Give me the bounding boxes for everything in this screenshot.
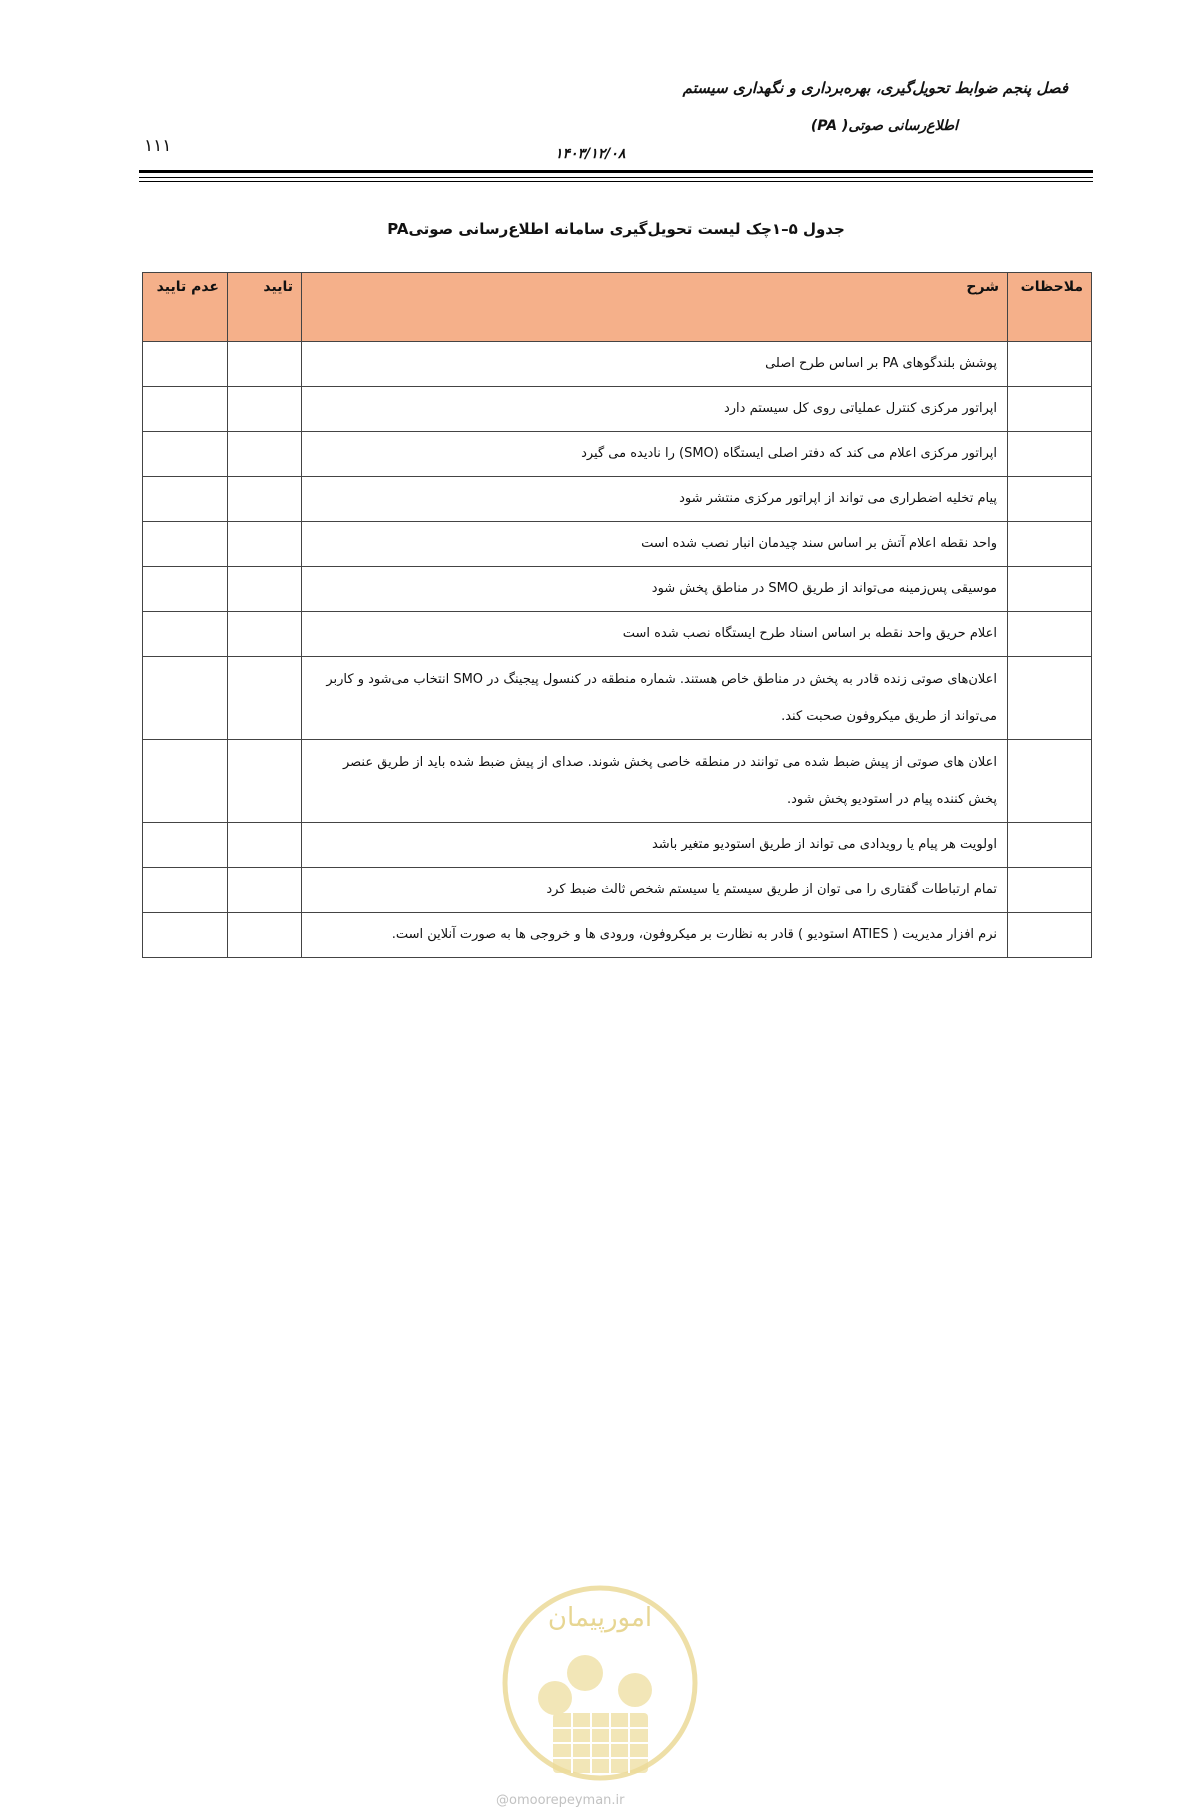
not-approved-cell[interactable]	[143, 913, 228, 958]
table-row	[143, 740, 1092, 823]
table-row	[143, 342, 1092, 387]
remarks-cell[interactable]	[1008, 342, 1092, 387]
remarks-cell[interactable]	[1008, 522, 1092, 567]
description-cell: تمام ارتباطات گفتاری را می توان از طریق سیستم یا سیستم شخص ثالث ضبط کرد	[302, 868, 1008, 913]
approved-cell[interactable]	[228, 740, 302, 823]
remarks-cell[interactable]	[1008, 387, 1092, 432]
header-not-approved: عدم تایید	[143, 273, 228, 342]
remarks-cell[interactable]	[1008, 657, 1092, 740]
description-cell: اپراتور مرکزی اعلام می کند که دفتر اصلی ایستگاه (SMO) را نادیده می گیرد	[302, 432, 1008, 477]
table-row	[143, 913, 1092, 958]
section-title: اطلاع‌رسانی صوتی( PA)	[810, 118, 958, 134]
table-header-row	[143, 273, 1092, 342]
approved-cell[interactable]	[228, 432, 302, 477]
remarks-cell[interactable]	[1008, 432, 1092, 477]
description-cell: اعلان‌های صوتی زنده قادر به پخش در مناطق خاص هستند. شماره منطقه در کنسول پیجینگ در SMO انتخاب می‌شود و کاربر می‌تواند از طریق میکروفون صحبت کند.	[302, 657, 1008, 740]
watermark-logo-text: امورپیمان	[547, 1603, 653, 1633]
approved-cell[interactable]	[228, 342, 302, 387]
table-row	[143, 387, 1092, 432]
not-approved-cell[interactable]	[143, 612, 228, 657]
description-cell: اعلان های صوتی از پیش ضبط شده می توانند در منطقه خاصی پخش شوند. صدای از پیش ضبط شده باید از طریق عنصر پخش کننده پیام در استودیو پخش شود.	[302, 740, 1008, 823]
table-row	[143, 612, 1092, 657]
approved-cell[interactable]	[228, 868, 302, 913]
approved-cell[interactable]	[228, 823, 302, 868]
approved-cell[interactable]	[228, 477, 302, 522]
remarks-cell[interactable]	[1008, 868, 1092, 913]
header-rule-thin	[139, 177, 1093, 178]
approved-cell[interactable]	[228, 567, 302, 612]
remarks-cell[interactable]	[1008, 823, 1092, 868]
approved-cell[interactable]	[228, 913, 302, 958]
not-approved-cell[interactable]	[143, 823, 228, 868]
approved-cell[interactable]	[228, 522, 302, 567]
description-cell: موسیقی پس‌زمینه می‌تواند از طریق SMO در مناطق پخش شود	[302, 567, 1008, 612]
not-approved-cell[interactable]	[143, 522, 228, 567]
watermark-url: @omoorepeyman.ir	[496, 1793, 625, 1808]
checklist-table	[142, 272, 1092, 958]
table-row	[143, 868, 1092, 913]
not-approved-cell[interactable]	[143, 740, 228, 823]
description-cell: واحد نقطه اعلام آتش بر اساس سند چیدمان انبار نصب شده است	[302, 522, 1008, 567]
header-rule-thin-2	[139, 181, 1093, 182]
not-approved-cell[interactable]	[143, 567, 228, 612]
description-cell: پیام تخلیه اضطراری می تواند از اپراتور مرکزی منتشر شود	[302, 477, 1008, 522]
table-row	[143, 432, 1092, 477]
description-cell: نرم افزار مدیریت ( ATIES استودیو ) قادر به نظارت بر میکروفون، ورودی ها و خروجی ها به صورت آنلاین است.	[302, 913, 1008, 958]
not-approved-cell[interactable]	[143, 342, 228, 387]
chapter-title: فصل پنجم ضوابط تحویل‌گیری، بهره‌برداری و نگهداری سیستم	[682, 79, 1068, 97]
header-description: شرح	[302, 273, 1008, 342]
table-row	[143, 657, 1092, 740]
table-caption: جدول ۵–۱چک لیست تحویل‌گیری سامانه اطلاع‌رسانی صوتیPA	[387, 220, 845, 238]
remarks-cell[interactable]	[1008, 612, 1092, 657]
remarks-cell[interactable]	[1008, 740, 1092, 823]
approved-cell[interactable]	[228, 657, 302, 740]
table-row	[143, 823, 1092, 868]
description-cell: اولویت هر پیام یا رویدادی می تواند از طریق استودیو متغیر باشد	[302, 823, 1008, 868]
not-approved-cell[interactable]	[143, 477, 228, 522]
description-cell: پوشش بلندگوهای PA بر اساس طرح اصلی	[302, 342, 1008, 387]
approved-cell[interactable]	[228, 387, 302, 432]
table-row	[143, 477, 1092, 522]
not-approved-cell[interactable]	[143, 432, 228, 477]
header-approved: تایید	[228, 273, 302, 342]
page-number: ۱۱۱	[144, 136, 172, 156]
table-row	[143, 522, 1092, 567]
header-rule-thick	[139, 170, 1093, 173]
remarks-cell[interactable]	[1008, 477, 1092, 522]
approved-cell[interactable]	[228, 612, 302, 657]
header-remarks: ملاحظات	[1008, 273, 1092, 342]
watermark-logo	[495, 1578, 705, 1798]
table-row	[143, 567, 1092, 612]
description-cell: اعلام حریق واحد نقطه بر اساس اسناد طرح ایستگاه نصب شده است	[302, 612, 1008, 657]
document-date: ۱۴۰۳/۱۲/۰۸	[555, 146, 626, 162]
not-approved-cell[interactable]	[143, 657, 228, 740]
description-cell: اپراتور مرکزی کنترل عملیاتی روی کل سیستم دارد	[302, 387, 1008, 432]
remarks-cell[interactable]	[1008, 913, 1092, 958]
not-approved-cell[interactable]	[143, 868, 228, 913]
not-approved-cell[interactable]	[143, 387, 228, 432]
remarks-cell[interactable]	[1008, 567, 1092, 612]
